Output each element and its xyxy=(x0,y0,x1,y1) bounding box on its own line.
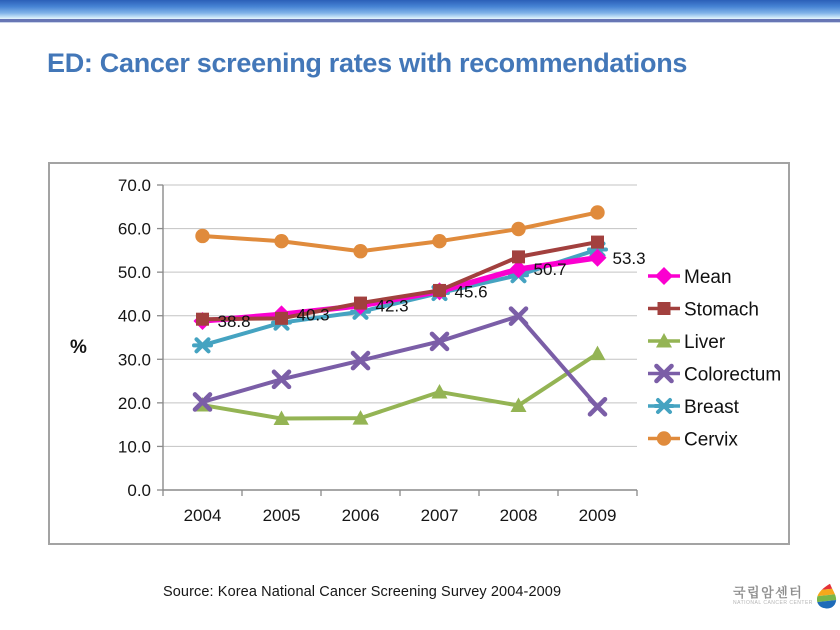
top-gradient-banner xyxy=(0,0,840,19)
marker-liver-2009 xyxy=(590,346,606,361)
x-tick-label: 2008 xyxy=(499,506,538,525)
marker-stomach-2005 xyxy=(275,312,288,325)
legend-marker-cervix xyxy=(657,431,671,445)
data-label-mean: 53.3 xyxy=(612,248,646,268)
marker-cervix-2009 xyxy=(590,205,604,219)
y-tick-label: 0.0 xyxy=(127,481,151,500)
x-tick-label: 2005 xyxy=(262,506,301,525)
legend-marker-breast xyxy=(656,400,673,412)
marker-stomach-2007 xyxy=(433,284,446,297)
logo-english-text: NATIONAL CANCER CENTER xyxy=(733,600,813,606)
legend-label-breast: Breast xyxy=(684,397,739,418)
y-tick-label: 20.0 xyxy=(117,393,151,413)
legend-label-cervix: Cervix xyxy=(684,429,738,451)
marker-cervix-2004 xyxy=(195,229,209,243)
banner-divider xyxy=(0,19,840,23)
data-label-mean: 40.3 xyxy=(296,305,330,325)
source-caption: Source: Korea National Cancer Screening Survey 2004-2009 xyxy=(163,584,562,600)
national-cancer-center-logo xyxy=(733,583,837,609)
marker-cervix-2007 xyxy=(432,234,446,248)
y-tick-label: 40.0 xyxy=(117,306,151,326)
y-axis-title: % xyxy=(70,337,87,358)
legend-label-colorectum: Colorectum xyxy=(684,364,782,386)
x-tick-label: 2007 xyxy=(420,506,459,525)
logo-korean-text: 국립암센터 xyxy=(733,585,804,600)
y-tick-label: 60.0 xyxy=(117,219,151,239)
x-tick-label: 2004 xyxy=(183,506,222,525)
marker-stomach-2006 xyxy=(354,297,367,310)
y-tick-label: 70.0 xyxy=(117,176,151,195)
marker-cervix-2006 xyxy=(353,244,367,258)
legend-marker-mean xyxy=(655,267,673,285)
data-label-mean: 50.7 xyxy=(533,260,567,280)
slide-title: ED: Cancer screening rates with recommendations xyxy=(47,48,688,78)
marker-stomach-2008 xyxy=(512,250,525,263)
data-label-mean: 38.8 xyxy=(217,311,251,331)
marker-cervix-2005 xyxy=(274,234,288,248)
y-tick-label: 30.0 xyxy=(117,350,151,370)
data-label-mean: 45.6 xyxy=(454,282,488,302)
x-tick-label: 2006 xyxy=(341,506,380,525)
y-tick-label: 10.0 xyxy=(117,437,151,457)
legend-label-liver: Liver xyxy=(684,332,726,353)
data-label-mean: 42.3 xyxy=(375,296,409,316)
marker-cervix-2008 xyxy=(511,222,525,236)
legend-marker-stomach xyxy=(658,302,671,315)
chart-frame xyxy=(48,162,790,545)
marker-stomach-2004 xyxy=(196,313,209,326)
y-tick-label: 50.0 xyxy=(117,263,151,283)
marker-colorectum-2009 xyxy=(590,399,605,414)
legend-label-stomach: Stomach xyxy=(684,299,759,321)
marker-breast-2004 xyxy=(194,339,211,351)
logo-droplet-icon xyxy=(817,583,837,609)
legend-label-mean: Mean xyxy=(684,267,732,288)
screening-line-chart xyxy=(50,164,788,543)
marker-stomach-2009 xyxy=(591,236,604,249)
x-tick-label: 2009 xyxy=(578,506,617,525)
series-line-cervix xyxy=(203,212,598,251)
